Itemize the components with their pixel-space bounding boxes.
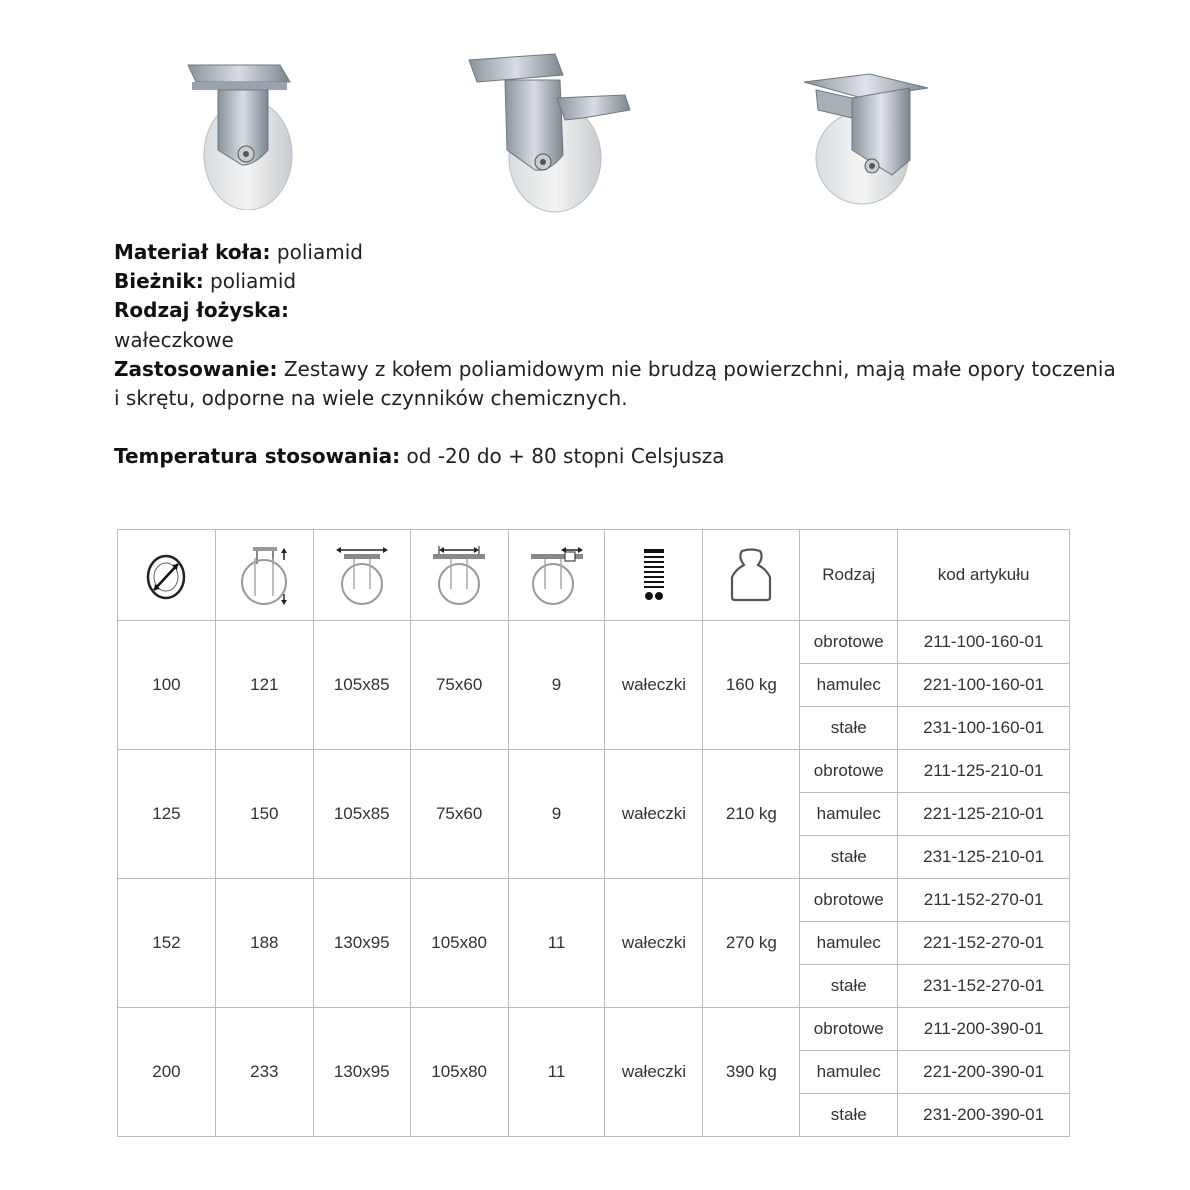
cell-type: stałe: [800, 1094, 898, 1137]
cell-load: 160 kg: [703, 621, 800, 750]
cell-load: 210 kg: [703, 750, 800, 879]
cell-height: 121: [215, 621, 313, 750]
cell-diameter: 100: [118, 621, 216, 750]
cell-plate: 130x95: [313, 879, 410, 1008]
wheel-diameter-icon: [144, 550, 188, 600]
application-label: Zastosowanie:: [114, 356, 278, 381]
cell-code: 221-200-390-01: [898, 1051, 1070, 1094]
cell-type: hamulec: [800, 1051, 898, 1094]
table-row: [118, 750, 1070, 793]
application-line: [114, 355, 1124, 413]
tread-value: poliamid: [203, 269, 297, 294]
header-plate-size: [313, 530, 410, 621]
bearing-type-icon: [642, 547, 666, 603]
table-row: [118, 879, 1070, 922]
cell-code: 211-152-270-01: [898, 879, 1070, 922]
table-row: [118, 621, 1070, 664]
cell-hole: 11: [508, 879, 605, 1008]
cell-load: 270 kg: [703, 879, 800, 1008]
wheel-material-line: [114, 238, 1124, 267]
header-diameter: [118, 530, 216, 621]
cell-bearing: wałeczki: [605, 879, 703, 1008]
table-header-row: [118, 530, 1070, 621]
cell-diameter: 125: [118, 750, 216, 879]
cell-type: obrotowe: [800, 1008, 898, 1051]
cell-height: 188: [215, 879, 313, 1008]
cell-code: 211-200-390-01: [898, 1008, 1070, 1051]
tread-line: [114, 267, 1124, 296]
cell-bearing: wałeczki: [605, 1008, 703, 1137]
product-images: [0, 40, 1190, 220]
cell-spacing: 105x80: [410, 879, 508, 1008]
load-capacity-icon: [728, 547, 774, 603]
cell-type: hamulec: [800, 922, 898, 965]
cell-type: hamulec: [800, 664, 898, 707]
header-height: [215, 530, 313, 621]
application-value: Zestawy z kołem poliamidowym nie brudzą powierzchni, mają małe opory toczenia i skrętu, odporne na wiele czynników chemicznych.: [114, 356, 1116, 411]
cell-load: 390 kg: [703, 1008, 800, 1137]
header-code: kod artykułu: [898, 530, 1070, 621]
wheel-material-value: poliamid: [270, 240, 363, 264]
cell-code: 211-100-160-01: [898, 621, 1070, 664]
cell-type: stałe: [800, 836, 898, 879]
header-type: Rodzaj: [800, 530, 898, 621]
temperature-label: Temperatura stosowania:: [114, 444, 401, 469]
table-body: [118, 621, 1070, 1137]
cell-height: 150: [215, 750, 313, 879]
product-description: [114, 238, 1124, 471]
cell-type: obrotowe: [800, 879, 898, 922]
cell-type: stałe: [800, 965, 898, 1008]
cell-code: 221-100-160-01: [898, 664, 1070, 707]
plate-size-icon: [334, 544, 390, 606]
swivel-caster-image: [180, 40, 310, 210]
cell-diameter: 152: [118, 879, 216, 1008]
cell-type: obrotowe: [800, 621, 898, 664]
tread-label: Bieżnik:: [114, 269, 204, 294]
overall-height-icon: [237, 544, 291, 606]
cell-type: stałe: [800, 707, 898, 750]
cell-code: 231-125-210-01: [898, 836, 1070, 879]
header-bearing: [605, 530, 703, 621]
cell-code: 211-125-210-01: [898, 750, 1070, 793]
header-load: [703, 530, 800, 621]
cell-spacing: 75x60: [410, 621, 508, 750]
cell-type: hamulec: [800, 793, 898, 836]
table-row: [118, 1008, 1070, 1051]
cell-code: 231-100-160-01: [898, 707, 1070, 750]
fixed-caster-image: [800, 40, 935, 210]
cell-code: 231-200-390-01: [898, 1094, 1070, 1137]
cell-height: 233: [215, 1008, 313, 1137]
hole-spacing-icon: [431, 544, 487, 606]
swivel-caster-with-brake-image: [465, 40, 640, 215]
cell-plate: 105x85: [313, 750, 410, 879]
bolt-hole-icon: [529, 544, 585, 606]
bearing-line: [114, 296, 1124, 325]
header-bolt-hole: [508, 530, 605, 621]
specification-table: [117, 529, 1070, 1137]
wheel-material-label: Materiał koła:: [114, 240, 271, 264]
cell-code: 231-152-270-01: [898, 965, 1070, 1008]
cell-plate: 105x85: [313, 621, 410, 750]
bearing-label: Rodzaj łożyska:: [114, 298, 289, 323]
cell-code: 221-125-210-01: [898, 793, 1070, 836]
header-hole-spacing: [410, 530, 508, 621]
cell-bearing: wałeczki: [605, 621, 703, 750]
temperature-value: od -20 do + 80 stopni Celsjusza: [400, 444, 725, 469]
cell-diameter: 200: [118, 1008, 216, 1137]
cell-bearing: wałeczki: [605, 750, 703, 879]
bearing-value: wałeczkowe: [114, 327, 234, 352]
cell-hole: 11: [508, 1008, 605, 1137]
cell-hole: 9: [508, 621, 605, 750]
cell-plate: 130x95: [313, 1008, 410, 1137]
cell-type: obrotowe: [800, 750, 898, 793]
cell-spacing: 75x60: [410, 750, 508, 879]
temperature-line: [114, 442, 1124, 471]
cell-code: 221-152-270-01: [898, 922, 1070, 965]
cell-hole: 9: [508, 750, 605, 879]
cell-spacing: 105x80: [410, 1008, 508, 1137]
